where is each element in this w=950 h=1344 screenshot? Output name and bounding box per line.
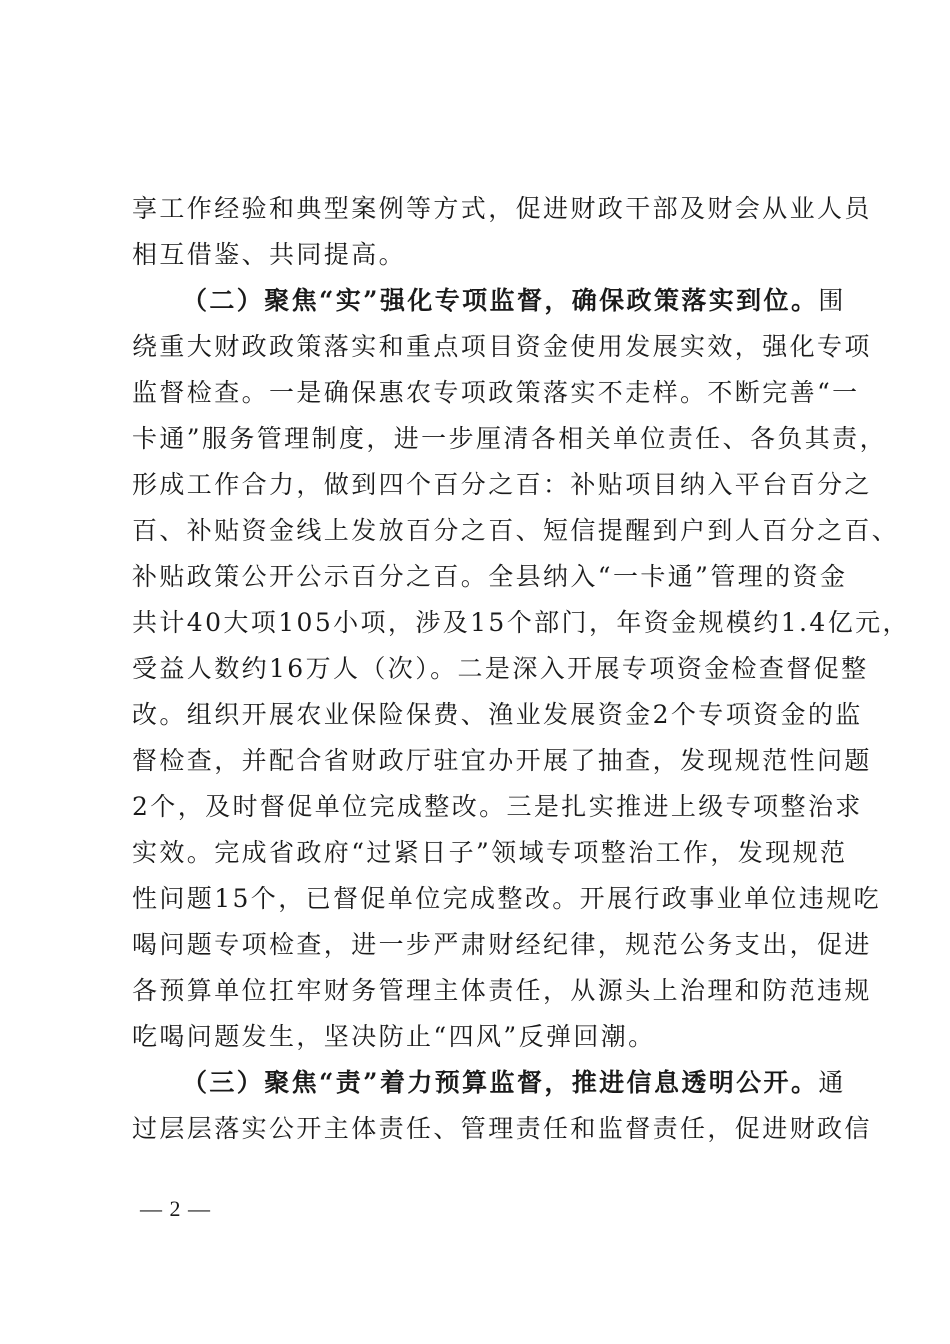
section-3-first-line xyxy=(182,1060,846,1106)
body-text-line: 形成工作合力，做到四个百分之百：补贴项目纳入平台百分之 xyxy=(132,470,872,499)
body-text-line: 监督检查。一是确保惠农专项政策落实不走样。不断完善“一 xyxy=(132,378,860,407)
section-2-heading: （二）聚焦“实”强化专项监督，确保政策落实到位。 xyxy=(182,286,819,315)
body-text-line: 相互借鉴、共同提高。 xyxy=(132,240,407,269)
body-text-line: 卡通”服务管理制度，进一步厘清各相关单位责任、各负其责， xyxy=(132,424,887,453)
body-text-line: 受益人数约16万人（次）。二是深入开展专项资金检查督促整 xyxy=(132,654,869,683)
body-text-line: 吃喝问题发生，坚决防止“四风”反弹回潮。 xyxy=(132,1022,656,1051)
body-text-line: 性问题15个，已督促单位完成整改。开展行政事业单位违规吃 xyxy=(132,884,882,913)
body-text-line: 喝问题专项检查，进一步严肃财经纪律，规范公务支出，促进 xyxy=(132,930,872,959)
body-text-line: 2个，及时督促单位完成整改。三是扎实推进上级专项整治求 xyxy=(132,792,863,821)
section-3-heading: （三）聚焦“责”着力预算监督，推进信息透明公开。 xyxy=(182,1068,819,1097)
body-text-line: 百、补贴资金线上发放百分之百、短信提醒到户到人百分之百、 xyxy=(132,516,900,545)
section-2-lead-text: 围 xyxy=(818,286,846,315)
page-number: — 2 — xyxy=(140,1196,211,1221)
body-text-line: 各预算单位扛牢财务管理主体责任，从源头上治理和防范违规 xyxy=(132,976,872,1005)
section-2-first-line xyxy=(182,278,846,324)
body-text-line: 督检查，并配合省财政厅驻宜办开展了抽查，发现规范性问题 xyxy=(132,746,872,775)
body-text-line: 共计40大项105小项，涉及15个部门，年资金规模约1.4亿元， xyxy=(132,608,910,637)
body-text-line: 绕重大财政政策落实和重点项目资金使用发展实效，强化专项 xyxy=(132,332,872,361)
body-text-line: 实效。完成省政府“过紧日子”领域专项整治工作，发现规范 xyxy=(132,838,848,867)
body-text-line: 享工作经验和典型案例等方式，促进财政干部及财会从业人员 xyxy=(132,194,872,223)
body-text-line: 改。组织开展农业保险保费、渔业发展资金2个专项资金的监 xyxy=(132,700,863,729)
body-text-line: 补贴政策公开公示百分之百。全县纳入“一卡通”管理的资金 xyxy=(132,562,848,591)
section-3-lead-text: 通 xyxy=(818,1068,846,1097)
body-text-line: 过层层落实公开主体责任、管理责任和监督责任，促进财政信 xyxy=(132,1114,872,1143)
